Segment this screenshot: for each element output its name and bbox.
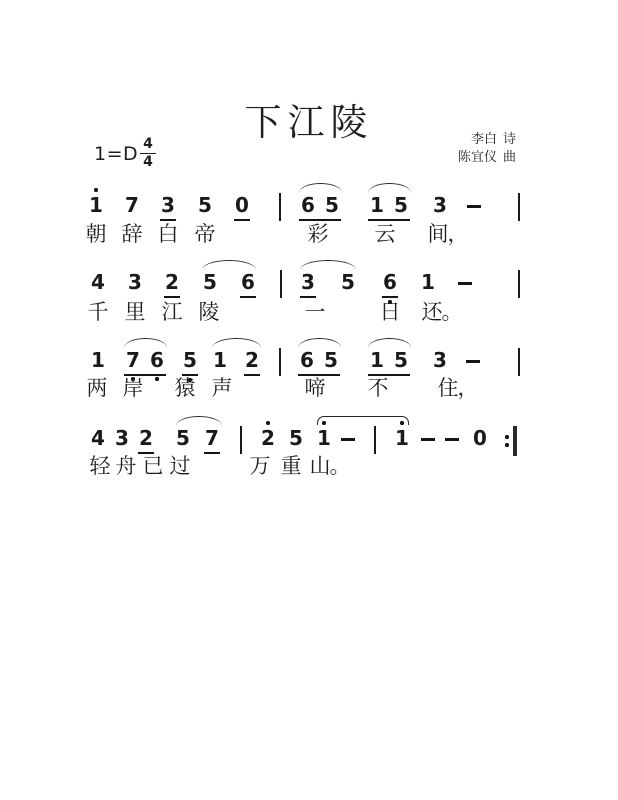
lyric-char: 山 — [309, 454, 331, 478]
lyric-char: 。 — [441, 300, 463, 324]
lyric-char: 里 — [124, 300, 146, 324]
note-digit: 1 — [370, 193, 384, 217]
note-digit: 2 — [165, 270, 179, 294]
eighth-underline — [240, 296, 256, 298]
note-digit: 5 — [176, 426, 190, 450]
octave-dot-high — [266, 421, 270, 425]
note-digit: 5 — [198, 193, 212, 217]
lyric-char: 朝 — [85, 222, 107, 246]
note-digit: 6 — [300, 348, 314, 372]
duration-dash — [421, 438, 435, 441]
key-tonic: 1=D — [94, 142, 139, 165]
lyric-char: 两 — [86, 376, 108, 400]
octave-dot-high — [94, 188, 98, 192]
barline — [518, 193, 520, 221]
lyric-char: 轻 — [89, 454, 111, 478]
final-barline — [513, 426, 517, 456]
note-digit: 3 — [161, 193, 175, 217]
note-digit: 6 — [301, 193, 315, 217]
note-digit: 1 — [370, 348, 384, 372]
slur-arc — [299, 183, 342, 193]
lyric-char: 住 — [437, 376, 459, 400]
lyricist-name: 李白 — [470, 131, 497, 146]
slur-arc — [368, 338, 411, 348]
lyric-char: 岸 — [122, 376, 144, 400]
note-digit: 3 — [128, 270, 142, 294]
lyric-char: 云 — [374, 222, 396, 246]
duration-dash — [445, 438, 459, 441]
note-digit: 7 — [126, 348, 140, 372]
lyric-char: 。 — [329, 454, 351, 478]
note-digit: 5 — [394, 348, 408, 372]
slur-arc — [300, 260, 356, 270]
slur-arc — [176, 416, 222, 426]
note-digit: 5 — [324, 348, 338, 372]
note-digit: 7 — [205, 426, 219, 450]
repeat-dot — [505, 435, 509, 439]
repeat-dot — [505, 443, 509, 447]
note-digit: 5 — [289, 426, 303, 450]
lyric-char: 一 — [304, 300, 326, 324]
barline — [374, 426, 376, 454]
barline — [240, 426, 242, 454]
lyric-char: 不 — [367, 376, 389, 400]
eighth-underline — [244, 374, 260, 376]
lyric-char: 过 — [169, 454, 191, 478]
slur-arc — [298, 338, 341, 348]
lyric-char: ， — [457, 376, 479, 400]
lyric-char: 啼 — [304, 376, 326, 400]
lyric-char: 舟 — [115, 454, 137, 478]
barline — [279, 193, 281, 221]
lyric-char: 陵 — [198, 300, 220, 324]
lyric-char: 辞 — [121, 222, 143, 246]
note-digit: 1 — [317, 426, 331, 450]
lyric-char: 万 — [249, 454, 271, 478]
note-digit: 5 — [325, 193, 339, 217]
lyric-char: 间 — [427, 222, 449, 246]
note-digit: 1 — [91, 348, 105, 372]
lyric-char: 猿 — [174, 376, 196, 400]
slur-arc — [124, 338, 167, 348]
note-digit: 1 — [89, 193, 103, 217]
note-digit: 2 — [139, 426, 153, 450]
slur-arc — [202, 260, 256, 270]
note-digit: 1 — [421, 270, 435, 294]
duration-dash — [466, 360, 480, 363]
time-signature-denominator: 4 — [143, 154, 153, 170]
note-digit: 1 — [395, 426, 409, 450]
note-digit: 6 — [241, 270, 255, 294]
eighth-underline — [300, 296, 316, 298]
time-signature-numerator: 4 — [140, 137, 156, 154]
eighth-underline — [382, 296, 398, 298]
note-digit: 3 — [115, 426, 129, 450]
octave-dot-low — [155, 377, 159, 381]
lyric-char: 日 — [379, 300, 401, 324]
note-digit: 3 — [433, 193, 447, 217]
duration-dash — [341, 438, 355, 441]
composer-role: 曲 — [502, 149, 516, 164]
note-digit: 5 — [341, 270, 355, 294]
lyric-char: 还 — [421, 300, 443, 324]
note-digit: 3 — [433, 348, 447, 372]
note-digit: 2 — [245, 348, 259, 372]
duration-dash — [467, 205, 481, 208]
note-digit: 6 — [383, 270, 397, 294]
note-digit: 5 — [394, 193, 408, 217]
note-digit: 5 — [183, 348, 197, 372]
eighth-underline — [204, 452, 220, 454]
lyric-char: 重 — [280, 454, 302, 478]
note-digit: 1 — [213, 348, 227, 372]
slur-arc — [368, 183, 411, 193]
beam-underline — [299, 219, 341, 221]
slur-arc — [212, 338, 261, 348]
beam-underline — [368, 219, 410, 221]
note-digit: 4 — [91, 426, 105, 450]
note-digit: 4 — [91, 270, 105, 294]
lyricist-role: 诗 — [502, 131, 516, 146]
eighth-underline — [234, 219, 250, 221]
lyric-char: 江 — [161, 300, 183, 324]
note-digit: 5 — [203, 270, 217, 294]
lyric-char: 彩 — [307, 222, 329, 246]
note-digit: 7 — [125, 193, 139, 217]
barline — [518, 270, 520, 298]
lyric-char: 千 — [87, 300, 109, 324]
lyric-char: 已 — [142, 454, 164, 478]
barline — [280, 270, 282, 298]
lyric-char: 声 — [211, 376, 233, 400]
barline — [279, 348, 281, 376]
rest-digit: 0 — [473, 426, 487, 450]
eighth-underline — [164, 296, 180, 298]
note-digit: 6 — [150, 348, 164, 372]
note-digit: 3 — [301, 270, 315, 294]
note-digit: 2 — [261, 426, 275, 450]
tie-arc — [317, 416, 409, 425]
eighth-underline — [160, 219, 176, 221]
duration-dash — [458, 282, 472, 285]
lyric-char: ， — [447, 222, 469, 246]
rest-digit: 0 — [235, 193, 249, 217]
page-title: 下江陵 — [244, 103, 374, 144]
lyric-char: 帝 — [194, 222, 216, 246]
lyric-char: 白 — [157, 222, 179, 246]
barline — [518, 348, 520, 376]
composer-name: 陈宜仪 — [457, 149, 497, 164]
